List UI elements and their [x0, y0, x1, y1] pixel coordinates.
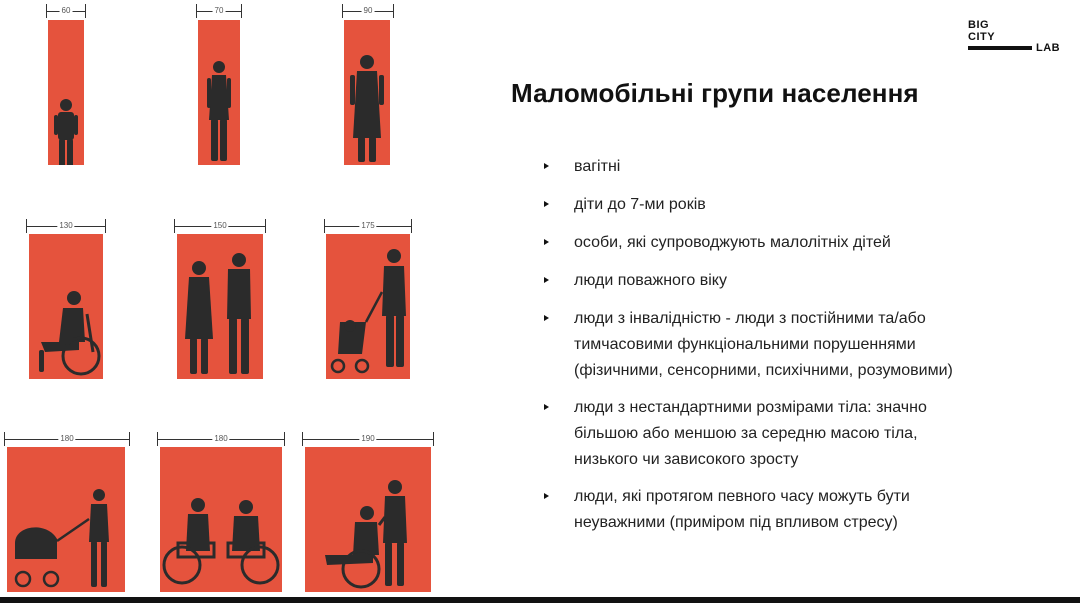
- slide: 60 70 90 130 150 175 180 180 190 BIG CITY LAB Маломобільні групи населення вагітні діти до 7-ми років особи, які супроводжують малолітніх дітей люди поважного віку люди з інвалідністю - люди з постійними та/або тимчасовими функціональними порушеннями (фізичними, сенсорними, психічними, розумовими) люди з нестандартними розмірами тіла: значно більшою або меншою за середню масою тіла, низького чи зависокого зросту люди, які протягом певного часу можуть бути неуважними (приміром під впливом стресу): [0, 0, 1080, 597]
- dimension-label: 60: [61, 6, 71, 15]
- dimension-marker: [174, 219, 266, 233]
- panel-woman: [198, 20, 240, 165]
- big-city-lab-logo: [968, 20, 1068, 60]
- dimension-marker: [46, 4, 86, 18]
- woman-figure-icon: [198, 20, 240, 165]
- child-figure-icon: [48, 20, 84, 165]
- panel-woman-with-pram: [7, 447, 125, 592]
- bullet-marker-icon: [544, 315, 549, 321]
- two-wheelchair-users-figure-icon: [160, 447, 282, 592]
- dimension-label: 150: [213, 221, 227, 230]
- dimension-marker: [157, 432, 285, 446]
- bullet-marker-icon: [544, 201, 549, 207]
- dimension-marker: [302, 432, 434, 446]
- dimension-label: 130: [59, 221, 73, 230]
- panel-two-wheelchair-users: [160, 447, 282, 592]
- dimension-marker: [26, 219, 106, 233]
- bullet-marker-icon: [544, 277, 549, 283]
- dimension-label: 180: [214, 434, 228, 443]
- dimension-label: 90: [363, 6, 373, 15]
- wheelchair-with-helper-figure-icon: [305, 447, 431, 592]
- panel-wheelchair-with-helper: [305, 447, 431, 592]
- elderly-woman-figure-icon: [344, 20, 390, 165]
- panel-elderly-woman: [344, 20, 390, 165]
- dimension-label: 180: [60, 434, 74, 443]
- bullet-marker-icon: [544, 163, 549, 169]
- dimension-marker: [342, 4, 394, 18]
- panel-wheelchair-user: [29, 234, 103, 379]
- dimension-label: 190: [361, 434, 375, 443]
- panel-elderly-couple: [177, 234, 263, 379]
- bullet-marker-icon: [544, 493, 549, 499]
- dimension-marker: [196, 4, 242, 18]
- elderly-couple-figure-icon: [177, 234, 263, 379]
- logo-word-city: CITY: [968, 31, 996, 43]
- woman-with-pram-figure-icon: [7, 447, 125, 592]
- panel-man-with-stroller: [326, 234, 410, 379]
- slide-title: Маломобільні групи населення: [511, 78, 919, 108]
- wheelchair-user-figure-icon: [29, 234, 103, 379]
- dimension-label: 175: [361, 221, 375, 230]
- logo-word-big: BIG: [968, 19, 990, 31]
- bullet-marker-icon: [544, 404, 549, 410]
- dimension-label: 70: [214, 6, 224, 15]
- man-with-stroller-figure-icon: [326, 234, 410, 379]
- logo-word-lab: LAB: [1036, 42, 1061, 54]
- bottom-bar: [0, 597, 1080, 603]
- panel-child: [48, 20, 84, 165]
- dimension-marker: [4, 432, 130, 446]
- dimension-marker: [324, 219, 412, 233]
- logo-bar: [968, 46, 1032, 50]
- bullet-marker-icon: [544, 239, 549, 245]
